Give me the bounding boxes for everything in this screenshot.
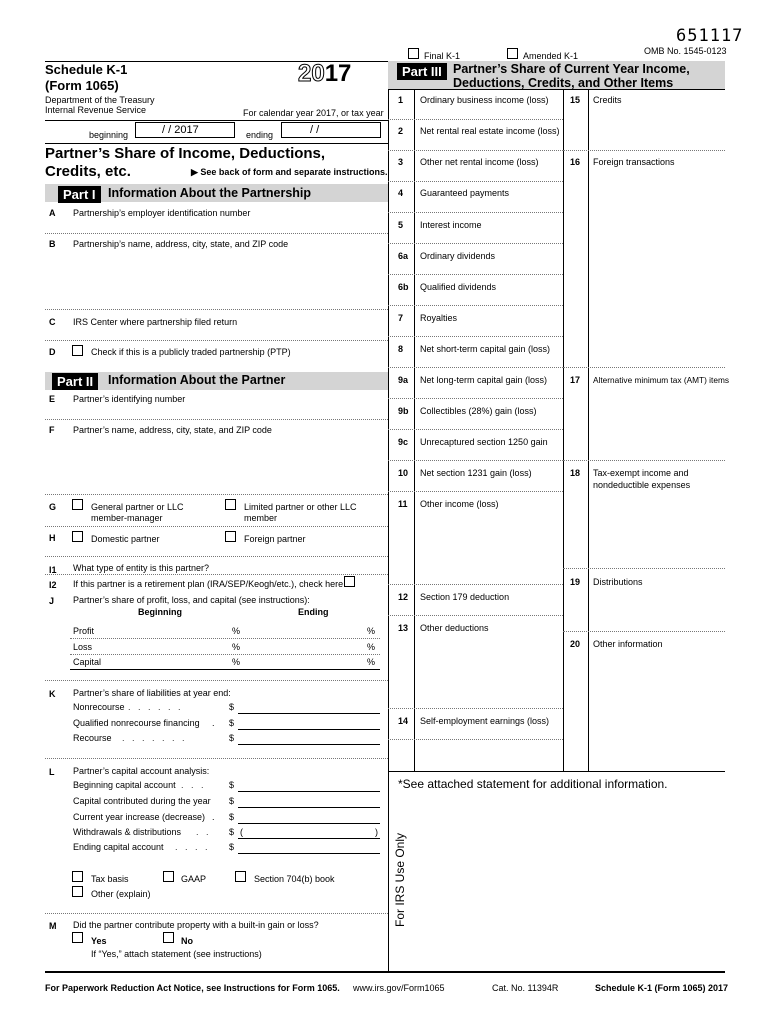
tax-basis-checkbox[interactable]	[72, 871, 83, 882]
line-18-label-2: nondeductible expenses	[593, 480, 691, 490]
qualified-nonrecourse-input[interactable]	[238, 729, 380, 730]
omb-number: OMB No. 1545-0123	[644, 46, 727, 56]
line-18-number: 18	[570, 468, 581, 478]
line-7-number: 7	[398, 313, 404, 323]
form-number: (Form 1065)	[45, 78, 119, 93]
j-profit-label: Profit	[73, 626, 95, 636]
field-i1-label: What type of entity is this partner?	[73, 563, 210, 573]
line-16-input[interactable]	[563, 367, 725, 368]
line-9a-label: Net long-term capital gain (loss)	[420, 375, 548, 385]
line-9c-number: 9c	[398, 437, 409, 447]
gaap-checkbox[interactable]	[163, 871, 174, 882]
line-11-input[interactable]	[388, 584, 563, 585]
line-9b-number: 9b	[398, 406, 409, 416]
line-9b-input[interactable]	[388, 429, 563, 430]
final-k1-label: Final K-1	[424, 51, 461, 61]
beginning-date-field[interactable]: / / 2017	[135, 122, 235, 138]
line-6a-input[interactable]	[388, 274, 563, 275]
line-4-input[interactable]	[388, 212, 563, 213]
line-7-label: Royalties	[420, 313, 458, 323]
line-6a-label: Ordinary dividends	[420, 251, 496, 261]
withdrawals-input[interactable]	[238, 838, 380, 839]
field-m-label: Did the partner contribute property with a built-in gain or loss?	[73, 920, 319, 930]
part2-title: Information About the Partner	[108, 373, 286, 387]
line-9a-number: 9a	[398, 375, 409, 385]
other-basis-checkbox[interactable]	[72, 886, 83, 897]
line-14-input[interactable]	[388, 739, 563, 740]
field-e-label: Partner’s identifying number	[73, 394, 186, 404]
see-back-note: ▶ See back of form and separate instructions.	[191, 167, 388, 177]
line-6b-label: Qualified dividends	[420, 282, 497, 292]
line-3-number: 3	[398, 157, 404, 167]
line-12-input[interactable]	[388, 615, 563, 616]
field-l-label: Partner’s capital account analysis:	[73, 766, 210, 776]
foreign-partner-checkbox[interactable]	[225, 531, 236, 542]
form-url[interactable]: www.irs.gov/Form1065	[353, 983, 445, 993]
line-18-label: Tax-exempt income and	[593, 468, 689, 478]
main-title-2: Credits, etc.	[45, 163, 131, 180]
line-8-number: 8	[398, 344, 404, 354]
dept-treasury: Department of the Treasury	[45, 95, 155, 105]
line-3-input[interactable]	[388, 181, 563, 182]
line-5-label: Interest income	[420, 220, 482, 230]
part3-tag: Part III	[397, 63, 447, 80]
schedule-title: Schedule K-1	[45, 62, 128, 77]
ending-capital-input[interactable]	[238, 853, 380, 854]
line-3-label: Other net rental income (loss)	[420, 157, 539, 167]
line-16-number: 16	[570, 157, 581, 167]
line-2-number: 2	[398, 126, 404, 136]
irs: Internal Revenue Service	[45, 105, 147, 115]
part1-tag: Part I	[58, 186, 101, 203]
recourse-input[interactable]	[238, 744, 380, 745]
line-19-number: 19	[570, 577, 581, 587]
calendar-year-text: For calendar year 2017, or tax year	[243, 108, 384, 118]
line-17-label: Alternative minimum tax (AMT) items	[593, 375, 729, 385]
part3-title-1: Partner’s Share of Current Year Income,	[453, 62, 690, 76]
line-10-label: Net section 1231 gain (loss)	[420, 468, 532, 478]
field-b-label: Partnership’s name, address, city, state, and ZIP code	[73, 239, 289, 249]
line-17-number: 17	[570, 375, 581, 385]
line-16-label: Foreign transactions	[593, 157, 675, 167]
main-title-1: Partner’s Share of Income, Deductions,	[45, 145, 326, 162]
general-partner-checkbox[interactable]	[72, 499, 83, 510]
line-8-label: Net short-term capital gain (loss)	[420, 344, 551, 354]
field-k-label: Partner’s share of liabilities at year end:	[73, 688, 231, 698]
final-k1-checkbox[interactable]	[408, 48, 419, 59]
m-no-checkbox[interactable]	[163, 932, 174, 943]
line-9a-input[interactable]	[388, 398, 563, 399]
line-15-number: 15	[570, 95, 581, 105]
line-11-label: Other income (loss)	[420, 499, 499, 509]
line-14-number: 14	[398, 716, 409, 726]
field-f-label: Partner’s name, address, city, state, and ZIP code	[73, 425, 272, 435]
line-15-label: Credits	[593, 95, 622, 105]
line-13-number: 13	[398, 623, 409, 633]
line-12-number: 12	[398, 592, 409, 602]
section-704b-checkbox[interactable]	[235, 871, 246, 882]
part2-tag: Part II	[52, 373, 98, 390]
line-19-label: Distributions	[593, 577, 643, 587]
field-j-label: Partner’s share of profit, loss, and capital (see instructions):	[73, 595, 310, 605]
limited-partner-checkbox[interactable]	[225, 499, 236, 510]
part3-title-2: Deductions, Credits, and Other Items	[453, 76, 674, 90]
line-8-input[interactable]	[388, 367, 563, 368]
line-12-label: Section 179 deduction	[420, 592, 510, 602]
retirement-plan-checkbox[interactable]	[344, 576, 355, 587]
current-year-increase-input[interactable]	[238, 823, 380, 824]
j-loss-label: Loss	[73, 642, 93, 652]
footer-form-name: Schedule K-1 (Form 1065) 2017	[595, 983, 729, 993]
ending-label: ending	[246, 130, 274, 140]
irs-use-only: For IRS Use Only	[393, 832, 407, 927]
amended-k1-checkbox[interactable]	[507, 48, 518, 59]
tax-year: 2017	[298, 60, 352, 87]
line-1-input[interactable]	[388, 119, 563, 120]
line-20-label: Other information	[593, 639, 663, 649]
line-13-label: Other deductions	[420, 623, 489, 633]
beginning-capital-input[interactable]	[238, 791, 380, 792]
line-14-label: Self-employment earnings (loss)	[420, 716, 550, 726]
paperwork-notice: For Paperwork Reduction Act Notice, see Instructions for Form 1065.	[45, 983, 340, 993]
beginning-label: beginning	[89, 130, 129, 140]
line-9b-label: Collectibles (28%) gain (loss)	[420, 406, 537, 416]
j-capital-label: Capital	[73, 657, 102, 667]
capital-contributed-input[interactable]	[238, 807, 380, 808]
line-9c-input[interactable]	[388, 460, 563, 461]
line-4-number: 4	[398, 188, 404, 198]
field-c-label: IRS Center where partnership filed return	[73, 317, 238, 327]
line-13-input[interactable]	[388, 708, 563, 709]
line-15-input[interactable]	[563, 150, 725, 151]
amended-k1-label: Amended K-1	[523, 51, 579, 61]
line-5-input[interactable]	[388, 243, 563, 244]
line-6b-input[interactable]	[388, 305, 563, 306]
line-2-label: Net rental real estate income (loss)	[420, 126, 560, 136]
line-11-number: 11	[398, 499, 408, 509]
line-17-input[interactable]	[563, 460, 725, 461]
part1-title: Information About the Partnership	[108, 186, 312, 200]
line-10-number: 10	[398, 468, 409, 478]
line-7-input[interactable]	[388, 336, 563, 337]
ending-date-field[interactable]: / /	[281, 122, 381, 138]
field-i2-label: If this partner is a retirement plan (IRA/SEP/Keogh/etc.), check here	[73, 579, 344, 589]
line-6b-number: 6b	[398, 282, 409, 292]
line-6a-number: 6a	[398, 251, 409, 261]
line-5-number: 5	[398, 220, 404, 230]
line-10-input[interactable]	[388, 491, 563, 492]
line-1-label: Ordinary business income (loss)	[420, 95, 549, 105]
line-19-input[interactable]	[563, 631, 725, 632]
catalog-number: Cat. No. 11394R	[492, 983, 559, 993]
field-d-label: Check if this is a publicly traded partnership (PTP)	[91, 347, 291, 357]
line-20-number: 20	[570, 639, 581, 649]
line-4-label: Guaranteed payments	[420, 188, 510, 198]
attached-statement-note: *See attached statement for additional information.	[398, 777, 668, 791]
line-18-input[interactable]	[563, 568, 725, 569]
ptp-checkbox[interactable]	[72, 345, 83, 356]
form-id-number: 651117	[676, 26, 744, 46]
field-a-label: Partnership’s employer identification number	[73, 208, 251, 218]
nonrecourse-input[interactable]	[238, 713, 380, 714]
line-1-number: 1	[398, 95, 404, 105]
m-yes-checkbox[interactable]	[72, 932, 83, 943]
line-2-input[interactable]	[388, 150, 563, 151]
domestic-partner-checkbox[interactable]	[72, 531, 83, 542]
line-9c-label: Unrecaptured section 1250 gain	[420, 437, 548, 447]
